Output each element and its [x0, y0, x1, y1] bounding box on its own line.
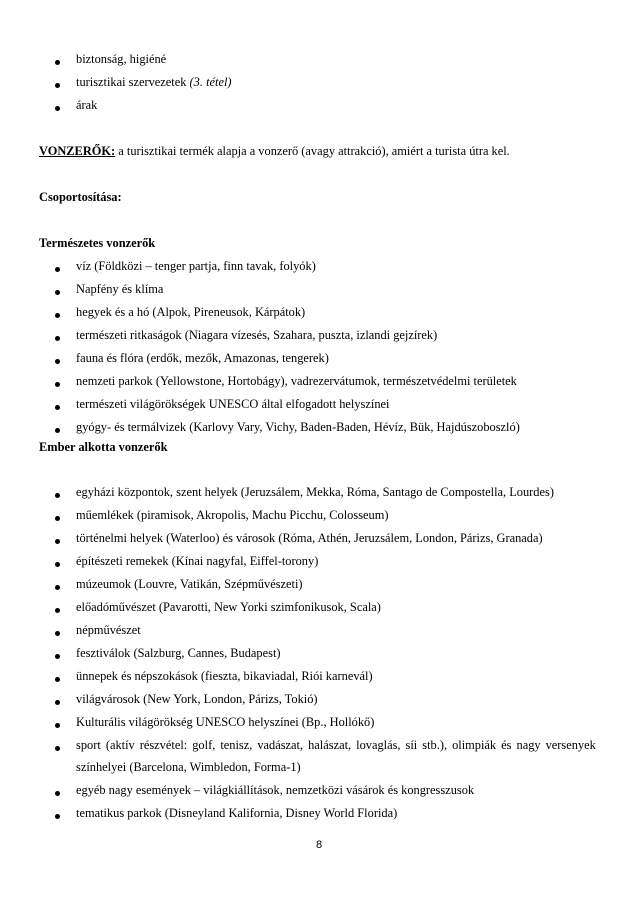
- sport-word: nagy: [516, 738, 541, 752]
- list-item: népművészet: [76, 623, 141, 637]
- bullet: [55, 631, 60, 636]
- list-item: világvárosok (New York, London, Párizs, Tokió): [76, 692, 318, 706]
- list-item: építészeti remekek (Kínai nagyfal, Eiffel-torony): [76, 554, 319, 568]
- bullet: [55, 814, 60, 819]
- bullet: [55, 83, 60, 88]
- list-item: árak: [76, 98, 98, 112]
- bullet: [55, 493, 60, 498]
- bullet: [55, 608, 60, 613]
- sport-word: és: [501, 738, 512, 752]
- sport-word: sport: [76, 738, 101, 752]
- list-item: természeti ritkaságok (Niagara vízesés, Szahara, puszta, izlandi gejzírek): [76, 328, 438, 342]
- sport-word: stb.),: [422, 738, 448, 752]
- sport-word: golf,: [192, 738, 216, 752]
- list-item: biztonság, higiéné: [76, 52, 167, 66]
- list-item: történelmi helyek (Waterloo) és városok (Róma, Athén, Jeruzsálem, London, Párizs, Granada): [76, 531, 543, 545]
- sport-word: részvétel:: [139, 738, 188, 752]
- list-item: múzeumok (Louvre, Vatikán, Szépművészeti): [76, 577, 303, 591]
- sport-word: síi: [405, 738, 418, 752]
- page-number: 8: [315, 839, 323, 851]
- definition-term: VONZERŐK:: [39, 144, 116, 158]
- bullet: [55, 382, 60, 387]
- sport-word: vadászat,: [257, 738, 304, 752]
- list-item: gyógy- és termálvizek (Karlovy Vary, Vichy, Baden-Baden, Hévíz, Bük, Hajdúszoboszló): [76, 420, 520, 434]
- sport-word: olimpiák: [452, 738, 497, 752]
- bullet: [55, 428, 60, 433]
- sport-word: versenyek: [545, 738, 596, 752]
- bullet: [55, 723, 60, 728]
- list-item: fesztiválok (Salzburg, Cannes, Budapest): [76, 646, 281, 660]
- list-item: Napfény és klíma: [76, 282, 164, 296]
- bullet: [55, 267, 60, 272]
- list-item: tematikus parkok (Disneyland Kalifornia, Disney World Florida): [76, 806, 398, 820]
- bullet: [55, 60, 60, 65]
- list-item: víz (Földközi – tenger partja, finn tavak, folyók): [76, 259, 316, 273]
- bullet: [55, 539, 60, 544]
- list-item: előadóművészet (Pavarotti, New Yorki szimfonikusok, Scala): [76, 600, 381, 614]
- list-item-sport-continued: színhelyei (Barcelona, Wimbledon, Forma-1): [76, 760, 301, 774]
- bullet: [55, 359, 60, 364]
- bullet: [55, 106, 60, 111]
- bullet: [55, 791, 60, 796]
- bullet: [55, 700, 60, 705]
- definition-text: a turisztikai termék alapja a vonzerő (avagy attrakció), amiért a turista útra kel.: [118, 144, 510, 158]
- list-item: Kulturális világörökség UNESCO helyszínei (Bp., Hollókő): [76, 715, 375, 729]
- list-item: fauna és flóra (erdők, mezők, Amazonas, tengerek): [76, 351, 329, 365]
- bullet: [55, 290, 60, 295]
- list-item: ünnepek és népszokások (fieszta, bikaviadal, Riói karnevál): [76, 669, 373, 683]
- list-item: egyházi központok, szent helyek (Jeruzsálem, Mekka, Róma, Santago de Compostella, Lourdes): [76, 485, 554, 499]
- bullet: [55, 516, 60, 521]
- list-item: [76, 74, 232, 90]
- bullet: [55, 313, 60, 318]
- sport-word: halászat,: [308, 738, 352, 752]
- bullet: [55, 585, 60, 590]
- list-item-sport: [76, 737, 596, 753]
- bullet: [55, 746, 60, 751]
- bullet: [55, 405, 60, 410]
- list-item-text: turisztikai szervezetek: [76, 75, 187, 89]
- bullet: [55, 654, 60, 659]
- section-heading-grouping: Csoportosítása:: [39, 190, 122, 204]
- list-item: nemzeti parkok (Yellowstone, Hortobágy), vadrezervátumok, természetvédelmi területek: [76, 374, 517, 388]
- bullet: [55, 562, 60, 567]
- sport-word: (aktív: [105, 738, 135, 752]
- bullet: [55, 336, 60, 341]
- list-item: műemlékek (piramisok, Akropolis, Machu Picchu, Colosseum): [76, 508, 389, 522]
- definition-paragraph: [39, 143, 510, 159]
- section-heading-manmade: Ember alkotta vonzerők: [39, 440, 168, 454]
- sport-word: lovaglás,: [356, 738, 401, 752]
- list-item: egyéb nagy események – világkiállítások, nemzetközi vásárok és kongresszusok: [76, 783, 475, 797]
- sport-word: tenisz,: [220, 738, 253, 752]
- list-item: természeti világörökségek UNESCO által elfogadott helyszínei: [76, 397, 390, 411]
- list-item-note: (3. tétel): [189, 75, 232, 89]
- list-item: hegyek és a hó (Alpok, Pireneusok, Kárpátok): [76, 305, 306, 319]
- bullet: [55, 677, 60, 682]
- section-heading-natural: Természetes vonzerők: [39, 236, 156, 250]
